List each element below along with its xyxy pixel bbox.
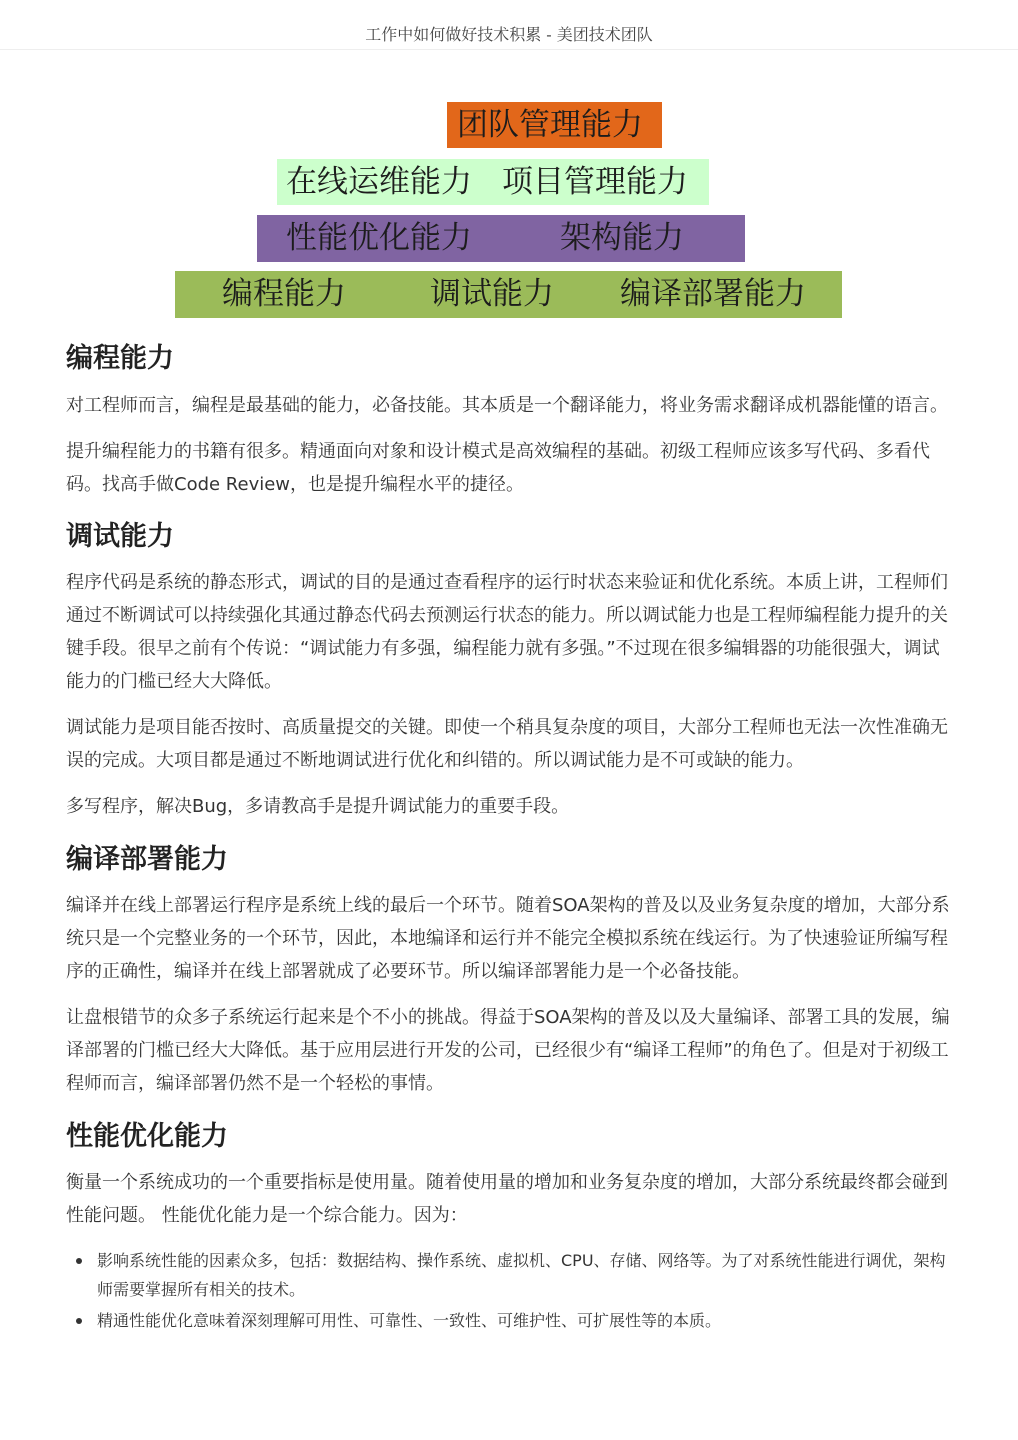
pyramid-row-foundation [175,271,842,318]
pyramid-label-performance: 性能优化能力 [286,220,472,256]
pyramid-row-management [447,102,662,148]
paragraph: 提升编程能力的书籍有很多。精通面向对象和设计模式是高效编程的基础。初级工程师应该多写代码、多看代码。找高手做Code Review，也是提升编程水平的捷径。 [66,441,930,495]
page-header-title: 工作中如何做好技术积累 - 美团技术团队 [365,25,653,44]
bullet-icon [76,1258,82,1264]
section-heading-debugging: 调试能力 [66,521,174,552]
list-item-text: 精通性能优化意味着深刻理解可用性、可靠性、一致性、可维护性、可扩展性等的本质。 [97,1311,722,1330]
paragraph: 衡量一个系统成功的一个重要指标是使用量。随着使用量的增加和业务复杂度的增加，大部分系统最终都会碰到性能问题。 性能优化能力是一个综合能力。因为： [66,1172,948,1226]
pyramid-label-architecture: 架构能力 [560,220,684,256]
paragraph: 编译并在线上部署运行程序是系统上线的最后一个环节。随着SOA架构的普及以及业务复杂度的增加，大部分系统只是一个完整业务的一个环节，因此，本地编译和运行并不能完全模拟系统在线运行。为了快速验证所编写程序的正确性，编译并在线上部署就成了必要环节。所以编译部署能力是一个必备技能。 [66,895,950,982]
pyramid-row-architecture [257,215,745,262]
pyramid-label-project-management: 项目管理能力 [502,164,688,200]
section-heading-programming: 编程能力 [66,343,174,374]
paragraph: 让盘根错节的众多子系统运行起来是个不小的挑战。得益于SOA架构的普及以及大量编译、部署工具的发展，编译部署的门槛已经大大降低。基于应用层进行开发的公司，已经很少有“编译工程师”的角色了。但是对于初级工程师而言，编译部署仍然不是一个轻松的事情。 [66,1007,950,1094]
paragraph: 调试能力是项目能否按时、高质量提交的关键。即使一个稍具复杂度的项目，大部分工程师也无法一次性准确无误的完成。大项目都是通过不断地调试进行优化和纠错的。所以调试能力是不可或缺的能力。 [66,717,948,771]
list-item [66,1246,952,1304]
list-item [66,1306,952,1335]
pyramid-label-programming: 编程能力 [222,276,346,312]
paragraph: 程序代码是系统的静态形式，调试的目的是通过查看程序的运行时状态来验证和优化系统。本质上讲，工程师们通过不断调试可以持续强化其通过静态代码去预测运行状态的能力。所以调试能力也是工程师编程能力提升的关键手段。很早之前有个传说：“调试能力有多强，编程能力就有多强。”不过现在很多编辑器的功能很强大，调试能力的门槛已经大大降低。 [66,572,948,692]
paragraph: 对工程师而言，编程是最基础的能力，必备技能。其本质是一个翻译能力，将业务需求翻译成机器能懂的语言。 [66,395,948,416]
article-content [66,335,952,1335]
paragraph: 多写程序，解决Bug，多请教高手是提升调试能力的重要手段。 [66,796,570,817]
pyramid-label-team-management: 团队管理能力 [457,107,643,143]
list-item-text: 影响系统性能的因素众多，包括：数据结构、操作系统、虚拟机、CPU、存储、网络等。为了对系统性能进行调优，架构师需要掌握所有相关的技术。 [97,1251,946,1299]
section-heading-build-deploy: 编译部署能力 [66,844,228,875]
pyramid-row-operations [277,159,709,205]
pyramid-label-debugging: 调试能力 [430,276,554,312]
page-header [0,0,1018,50]
section-heading-performance: 性能优化能力 [66,1121,228,1152]
bullet-icon [76,1318,82,1324]
pyramid-label-build-deploy: 编译部署能力 [620,276,806,312]
bullet-list [66,1246,952,1335]
pyramid-label-online-ops: 在线运维能力 [286,164,472,200]
